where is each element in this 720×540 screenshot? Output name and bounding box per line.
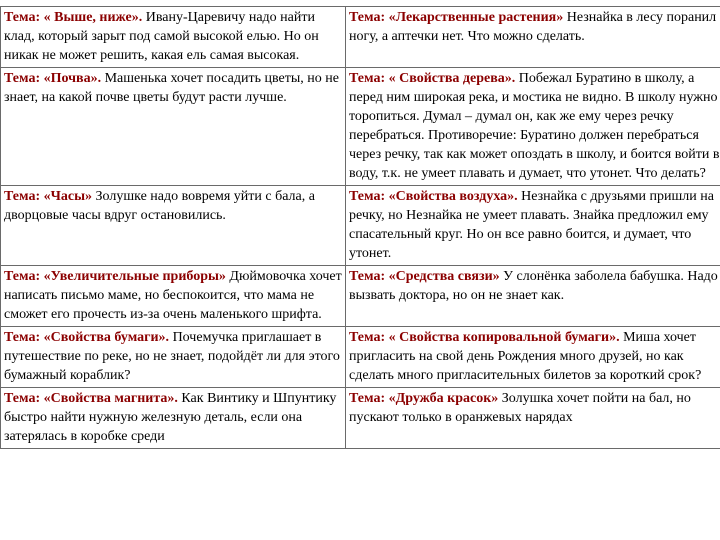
table-cell — [346, 266, 720, 327]
topics-table — [0, 6, 720, 449]
table-row — [1, 388, 720, 449]
topic-text: Незнайка в лесу поранил ногу, а аптечки нет. Что можно сделать. — [349, 10, 717, 44]
topic-title: Тема: «Свойства воздуха». — [349, 189, 518, 204]
topic-text: Почемучка приглашает в путешествие по реке, но не знает, подойдёт ли для этого бумажный кораблик? — [4, 330, 340, 383]
table-cell — [1, 68, 346, 186]
topic-text: Миша хочет пригласить на свой день Рождения много друзей, но как сделать много пригласительных билетов за короткий срок? — [349, 330, 702, 383]
topic-title: Тема: «Увеличительные приборы» — [4, 269, 226, 284]
table-cell — [1, 388, 346, 449]
table-cell — [1, 7, 346, 68]
table-cell — [346, 186, 720, 266]
table-cell — [1, 327, 346, 388]
topic-title: Тема: «Дружба красок» — [349, 391, 499, 406]
table-cell — [1, 186, 346, 266]
topic-title: Тема: «Лекарственные растения» — [349, 10, 564, 25]
topic-title: Тема: «Свойства бумаги». — [4, 330, 170, 345]
table-cell — [346, 68, 720, 186]
topic-title: Тема: «Средства связи» — [349, 269, 500, 284]
table-row — [1, 266, 720, 327]
topic-text: Золушке надо вовремя уйти с бала, а дворцовые часы вдруг остановились. — [4, 189, 315, 223]
table-row — [1, 7, 720, 68]
topic-text: Как Винтику и Шпунтику быстро найти нужную железную деталь, если она затерялась в коробке среди — [4, 391, 337, 444]
table-cell — [1, 266, 346, 327]
table-row — [1, 68, 720, 186]
topic-title: Тема: «Часы» — [4, 189, 93, 204]
topic-text: Золушка хочет пойти на бал, но пускают только в оранжевых нарядах — [349, 391, 691, 425]
topic-text: У слонёнка заболела бабушка. Надо вызвать доктора, но он не знает как. — [349, 269, 718, 303]
topic-text: Незнайка с друзьями пришли на речку, но Незнайка не умеет плавать. Знайка предложил ему спасательный круг. Но он все равно боится, и думает, что утонет. — [349, 189, 714, 261]
table-row — [1, 327, 720, 388]
table-cell — [346, 388, 720, 449]
topic-title: Тема: « Свойства копировальной бумаги». — [349, 330, 620, 345]
table-cell — [346, 7, 720, 68]
topic-text: Ивану-Царевичу надо найти клад, который зарыт под самой высокой елью. Но он никак не может решить, какая ель самая высокая. — [4, 10, 319, 63]
topic-title: Тема: «Свойства магнита». — [4, 391, 178, 406]
table-cell — [346, 327, 720, 388]
topic-title: Тема: « Выше, ниже». — [4, 10, 143, 25]
topic-text: Дюймовочка хочет написать письмо маме, но беспокоится, что мама не сможет его прочесть из-за очень маленького шрифта. — [4, 269, 342, 322]
topic-title: Тема: « Свойства дерева». — [349, 71, 516, 86]
table-row — [1, 186, 720, 266]
topic-text: Побежал Буратино в школу, а перед ним широкая река, и мостика не видно. В школу нужно торопиться. Думал – думал он, как же ему через речку перебраться. Противоречие: Буратино должен перебраться через речку, так как может опоздать в школу, и боится войти в воду, т.к. не умеет плавать и думает, что утонет. Что делать? — [349, 71, 720, 181]
topic-title: Тема: «Почва». — [4, 71, 102, 86]
topic-text: Машенька хочет посадить цветы, но не знает, на какой почве цветы будут расти лучше. — [4, 71, 339, 105]
